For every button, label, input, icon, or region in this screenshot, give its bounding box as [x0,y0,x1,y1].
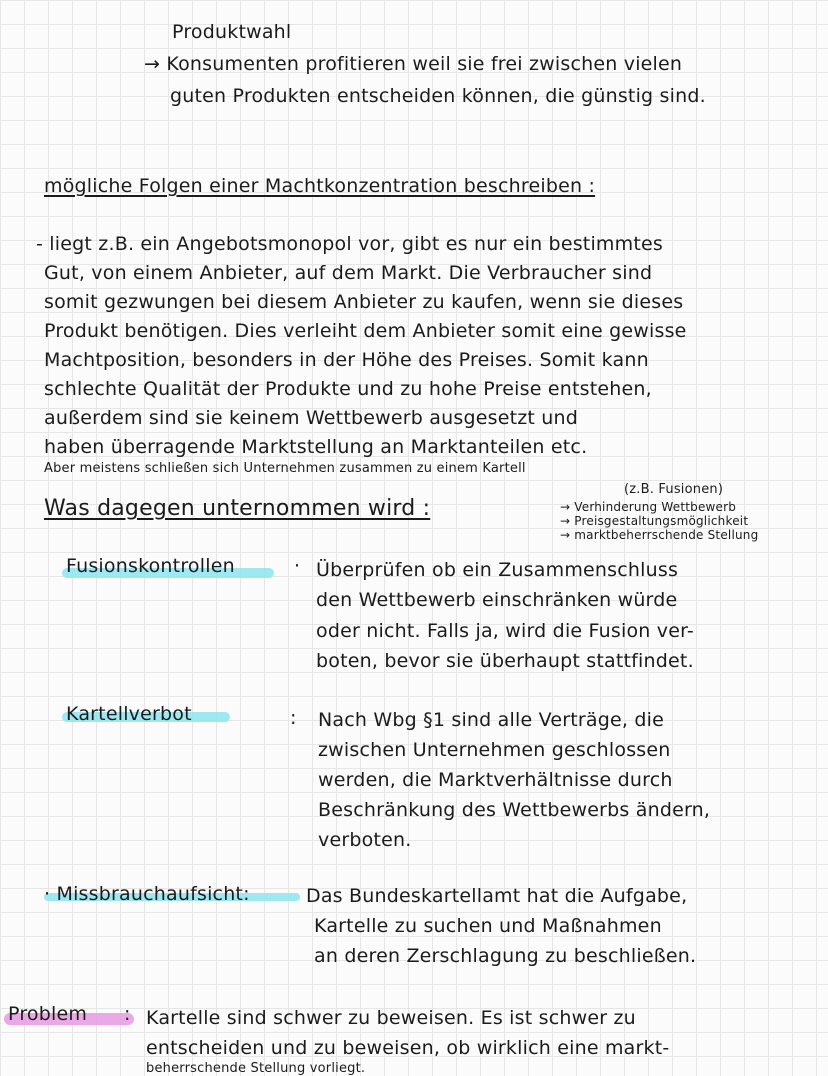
paragraph-line: außerdem sind sie keinem Wettbewerb ausgesetzt und [44,407,579,429]
paragraph-line: - liegt z.B. ein Angebotsmonopol vor, gibt es nur ein bestimmtes [36,233,663,255]
term-line: Beschränkung des Wettbewerbs ändern, [318,799,711,821]
section-heading: mögliche Folgen einer Machtkonzentration beschreiben : [44,175,596,197]
term-line: Kartelle zu suchen und Maßnahmen [314,915,662,937]
term-line: Überprüfen ob ein Zusammenschluss [316,559,679,581]
problem-line: Kartelle sind schwer zu beweisen. Es ist schwer zu [146,1007,636,1029]
intro-line-2: guten Produkten entscheiden können, die günstig sind. [170,85,706,107]
paragraph-line: haben überragende Marktstellung an Marktanteilen etc. [44,436,588,458]
problem-label: Problem [8,1003,88,1025]
arrow-item: → marktbeherrschende Stellung [560,528,759,542]
intro-line-1: → Konsumenten profitieren weil sie frei zwischen vielen [144,53,683,75]
small-note: Aber meistens schließen sich Unternehmen zusammen zu einem Kartell [44,461,526,476]
term-line: verboten. [318,829,412,851]
term-fusion-label: Fusionskontrollen [66,555,235,577]
problem-line: entscheiden und zu beweisen, ob wirklich eine markt- [146,1037,670,1059]
term-line: Das Bundeskartellamt hat die Aufgabe, [306,885,688,907]
term-line: an deren Zerschlagung zu beschließen. [314,945,697,967]
problem-line: beherrschende Stellung vorliegt. [146,1061,366,1076]
small-note-example: (z.B. Fusionen) [624,482,724,497]
arrow-item: → Verhinderung Wettbewerb [560,500,737,514]
term-kartell-label: Kartellverbot [66,703,192,725]
term-missbrauch-label: · Missbrauchaufsicht: [44,883,250,905]
paragraph-line: Machtposition, besonders in der Höhe des Preises. Somit kann [44,349,649,371]
term-line: zwischen Unternehmen geschlossen [318,739,671,761]
term-line: den Wettbewerb einschränken würde [316,589,678,611]
term-kartell-separator: : [290,707,297,729]
paragraph-line: Produkt benötigen. Dies verleiht dem Anbieter somit eine gewisse [44,320,687,342]
term-line: Nach Wbg §1 sind alle Verträge, die [318,709,664,731]
paragraph-line: Gut, von einem Anbieter, auf dem Markt. Die Verbraucher sind [44,262,653,284]
term-line: oder nicht. Falls ja, wird die Fusion ver- [316,620,694,642]
paragraph-line: somit gezwungen bei diesem Anbieter zu kaufen, wenn sie dieses [44,291,684,313]
countermeasures-heading: Was dagegen unternommen wird : [44,496,431,521]
paragraph-line: schlechte Qualität der Produkte und zu hohe Preise entstehen, [44,378,652,400]
problem-separator: : [124,1003,131,1025]
term-fusion-separator: · [294,555,301,577]
intro-heading: Produktwahl [172,21,292,43]
arrow-item: → Preisgestaltungsmöglichkeit [560,514,749,528]
term-line: werden, die Marktverhältnisse durch [318,769,673,791]
term-line: boten, bevor sie überhaupt stattfindet. [316,650,694,672]
